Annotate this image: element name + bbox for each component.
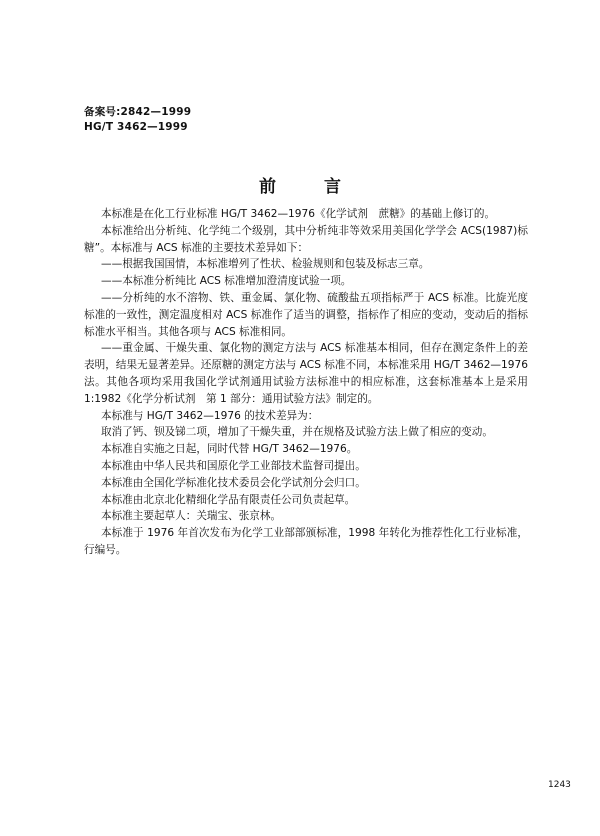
list-item: ——重金属、干燥失重、氯化物的测定方法与 ACS 标准基本相同，但存在测定条件上的差 xyxy=(101,342,528,355)
paragraph-line: 标准水平相当。其他各项与 ACS 标准相同。 xyxy=(84,325,293,338)
preface-body xyxy=(84,206,528,559)
paragraph-line: 本标准主要起草人：关瑞宝、张京林。 xyxy=(101,510,282,523)
paragraph-line: 本标准是在化工行业标准 HG/T 3462—1976《化学试剂 蔗糖》的基础上修订的。 xyxy=(101,208,496,220)
list-item: ——分析纯的水不溶物、铁、重金属、氯化物、硫酸盐五项指标严于 ACS 标准。比旋光度 xyxy=(101,291,528,304)
paragraph-line: 表明，结果无显著差异。还原糖的测定方法与 ACS 标准不同，本标准采用 HG/T 3462—1976 xyxy=(84,359,528,372)
paragraph-line: 1:1982《化学分析试剂 第 1 部分：通用试验方法》制定的。 xyxy=(84,392,379,405)
list-item: ——根据我国国情，本标准增列了性状、检验规则和包装及标志三章。 xyxy=(101,258,430,271)
paragraph-line: 标准的一致性，测定温度相对 ACS 标准作了适当的调整，指标作了相应的变动，变动后的指标 xyxy=(84,308,528,321)
standard-number: HG/T 3462—1999 xyxy=(84,121,188,133)
list-item: ——本标准分析纯比 ACS 标准增加澄清度试验一项。 xyxy=(101,275,352,288)
title-char-2: 言 xyxy=(324,177,341,197)
paragraph-line: 本标准由全国化学标准化技术委员会化学试剂分会归口。 xyxy=(101,476,366,489)
paragraph-line: 本标准给出分析纯、化学纯二个级别，其中分析纯非等效采用美国化学学会 ACS(1987)标 xyxy=(101,224,528,237)
paragraph-line: 取消了钙、钡及锑二项，增加了干燥失重，并在规格及试验方法上做了相应的变动。 xyxy=(101,426,493,439)
title-char-1: 前 xyxy=(259,177,276,197)
paragraph-line: 行编号。 xyxy=(84,543,127,556)
paragraph-line: 本标准于 1976 年首次发布为化学工业部部颁标准，1998 年转化为推荐性化工行业标准， xyxy=(101,527,528,540)
paragraph-line: 法。其他各项均采用我国化学试剂通用试验方法标准中的相应标准，这套标准基本上是采用 xyxy=(84,375,528,388)
paragraph-line: 本标准由北京北化精细化学品有限责任公司负责起草。 xyxy=(101,493,356,506)
record-number: 备案号:2842—1999 xyxy=(84,106,192,118)
paragraph-line: 糖”。本标准与 ACS 标准的主要技术差异如下： xyxy=(84,241,309,254)
page-number: 1243 xyxy=(548,780,571,790)
paragraph-line: 本标准与 HG/T 3462—1976 的技术差异为： xyxy=(101,409,319,422)
page-title xyxy=(0,172,600,197)
paragraph-line: 本标准自实施之日起，同时代替 HG/T 3462—1976。 xyxy=(101,443,358,456)
paragraph-line: 本标准由中华人民共和国原化学工业部技术监督司提出。 xyxy=(101,459,366,472)
